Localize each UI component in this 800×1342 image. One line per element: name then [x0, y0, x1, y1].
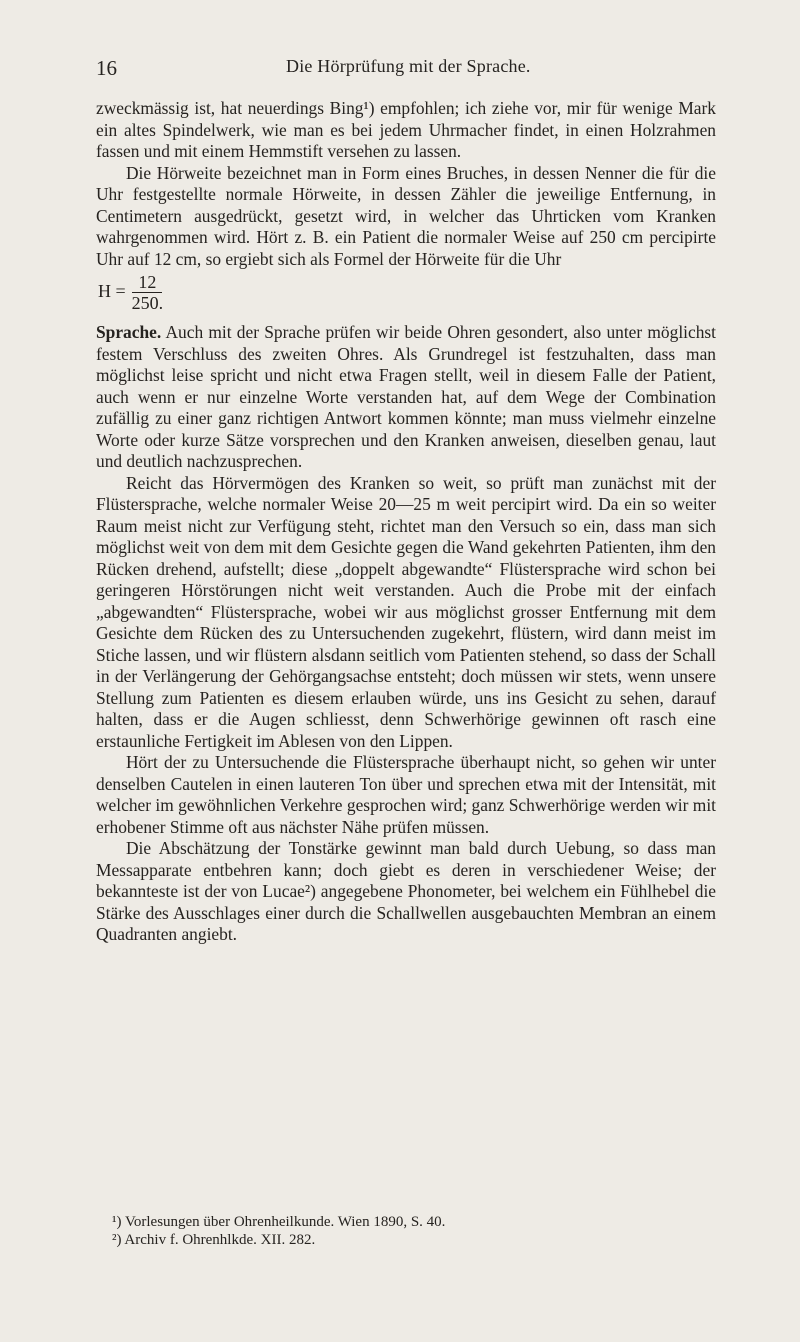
formula-numerator: 12	[132, 272, 162, 293]
formula-denominator: 250.	[131, 292, 164, 313]
hoerweite-formula	[98, 268, 716, 316]
paragraph: Die Hörweite bezeichnet man in Form eines Bruches, in dessen Nenner die für die Uhr festgestellte normale Hörweite, in dessen Zähler die jeweilige Entfernung, in Centimetern ausgedrückt, gesetzt wird, in welcher das Uhrticken vom Kranken wahrgenommen wird. Hört z. B. ein Patient die normaler Weise auf 250 cm percipirte Uhr auf 12 cm, so ergiebt sich als Formel der Hörweite für die Uhr	[96, 162, 716, 269]
footnote: ²) Archiv f. Ohrenhlkde. XII. 282.	[112, 1232, 316, 1248]
paragraph: Reicht das Hörvermögen des Kranken so weit, so prüft man zunächst mit der Flüstersprache, welche normaler Weise 20—25 m weit percipirt wird. Da ein so weiter Raum meist nicht zur Verfügung steht, richtet man den Versuch so ein, dass man sich möglichst weit von dem mit dem Gesichte gegen die Wand gekehrten Patienten, ihm den Rücken drehend, aufstellt; diese „doppelt abgewandte“ Flüstersprache wird schon bei geringeren Hörstörungen nicht weit verstanden. Auch die Probe mit der einfach „abgewandten“ Flüstersprache, wobei wir aus möglichst grosser Entfernung mit dem Gesichte dem Rücken des zu Untersuchenden zugekehrt, flüstern, wird dann meist im Stiche lassen, und wir flüstern alsdann seitlich vom Patienten stehend, so dass der Schall in der Verlängerung der Gehörgangsachse entsteht; doch müssen wir stets, wenn unsere Stellung zum Patienten es diesem erlauben würde, uns ins Gesicht zu sehen, darauf halten, dass er die Augen schliesst, denn Schwerhörige gewinnen oft rasch eine erstaunliche Fertigkeit im Ablesen von den Lippen.	[96, 472, 716, 751]
paragraph: zweckmässig ist, hat neuerdings Bing¹) empfohlen; ich ziehe vor, mir für wenige Mark ein altes Spindelwerk, wie man es bei jedem Uhrmacher findet, in einen Holzrahmen fassen und mit einem Hemmstift versehen zu lassen.	[96, 98, 716, 161]
running-title: Die Hörprüfung mit der Sprache.	[286, 56, 531, 76]
paragraph: Hört der zu Untersuchende die Flüstersprache überhaupt nicht, so gehen wir unter denselben Cautelen in einen lauteren Ton über und sprechen etwa mit der Intensität, mit welcher im gewöhnlichen Verkehre gesprochen wird; ganz Schwerhörige werden wir mit erhobener Stimme oft aus nächster Nähe prüfen müssen.	[96, 752, 716, 837]
page-header	[96, 56, 716, 86]
footnote: ¹) Vorlesungen über Ohrenheilkunde. Wien 1890, S. 40.	[112, 1214, 446, 1230]
formula-lhs: H =	[98, 281, 126, 302]
formula-fraction	[132, 272, 164, 313]
footnotes	[112, 1213, 712, 1249]
body-text	[96, 98, 716, 946]
paragraph-text: Auch mit der Sprache prüfen wir beide Ohren gesondert, also unter möglichst festem Verschluss des zweiten Ohres. Als Grundregel ist festzuhalten, dass man möglichst leise spricht und nicht etwa Fragen stellt, weil in diesem Falle der Patient, auch wenn er nur einzelne Worte verstanden hat, auf dem Wege der Combination zufällig zu einer ganz richtigen Antwort kommen könnte; man muss vielmehr einzelne Worte oder kurze Sätze vorsprechen und den Kranken anweisen, dieselben genau, laut und deutlich nachzusprechen.	[96, 322, 716, 471]
paragraph-sprache	[96, 322, 716, 473]
paragraph: Die Abschätzung der Tonstärke gewinnt man bald durch Uebung, so dass man Messapparate entbehren kann; doch giebt es deren in verschiedener Weise; der bekannteste ist der von Lucae²) angegebene Phonometer, bei welchem ein Fühlhebel die Stärke des Ausschlages einer durch die Schallwellen ausgebauchten Membran an einem Quadranten angiebt.	[96, 838, 716, 944]
section-heading-sprache: Sprache.	[96, 322, 162, 342]
page-number: 16	[96, 56, 117, 80]
